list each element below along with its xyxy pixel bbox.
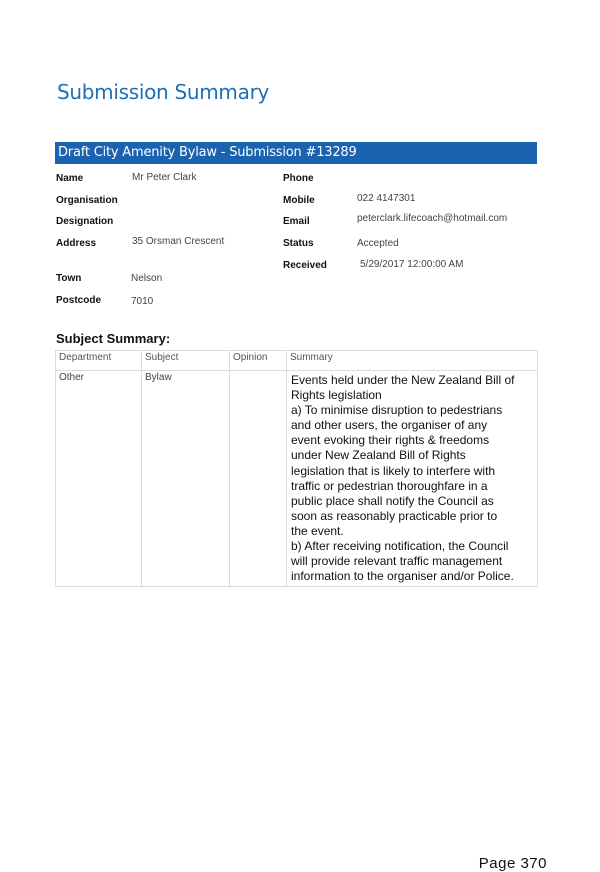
phone-label: Phone: [283, 173, 314, 184]
town-value: Nelson: [131, 273, 163, 284]
summary-line: the event.: [291, 523, 344, 538]
mobile-label: Mobile: [283, 195, 315, 206]
column-header-opinion: Opinion: [230, 351, 287, 371]
table-header-row: [56, 351, 538, 371]
summary-line: Events held under the New Zealand Bill of: [291, 373, 515, 387]
summary-line: b) After receiving notification, the Council: [291, 539, 509, 554]
summary-line: and other users, the organiser of any: [291, 418, 488, 433]
designation-label: Designation: [56, 216, 114, 227]
postcode-value: 7010: [131, 296, 154, 307]
page-title: Submission Summary: [57, 80, 270, 104]
summary-line: legislation that is likely to interfere with: [291, 463, 496, 478]
email-value: peterclark.lifecoach@hotmail.com: [357, 213, 508, 224]
summary-line: traffic or pedestrian thoroughfare in a: [291, 478, 488, 493]
summary-line: will provide relevant traffic management: [291, 554, 503, 569]
name-value: Mr Peter Clark: [132, 172, 197, 183]
postcode-label: Postcode: [56, 295, 102, 306]
town-label: Town: [56, 273, 82, 284]
column-header-department: Department: [56, 351, 142, 371]
opinion-cell: [230, 371, 287, 587]
column-header-subject: Subject: [142, 351, 230, 371]
received-label: Received: [283, 260, 327, 271]
subject-summary-heading: Subject Summary:: [56, 331, 171, 346]
summary-line: under New Zealand Bill of Rights: [291, 448, 466, 463]
mobile-value: 022 4147301: [357, 193, 416, 204]
address-label: Address: [56, 238, 97, 249]
summary-line: information to the organiser and/or Police.: [291, 569, 514, 584]
page-number: Page 370: [478, 855, 547, 872]
summary-line: event evoking their rights & freedoms: [291, 433, 490, 448]
status-value: Accepted: [357, 238, 399, 249]
email-label: Email: [283, 216, 310, 227]
summary-line: soon as reasonably practicable prior to: [291, 508, 498, 523]
summary-line: public place shall notify the Council as: [291, 493, 494, 508]
submission-banner: Draft City Amenity Bylaw - Submission #13289: [55, 142, 537, 164]
status-label: Status: [283, 238, 314, 249]
received-value: 5/29/2017 12:00:00 AM: [360, 259, 464, 270]
column-header-summary: Summary: [287, 351, 538, 371]
organisation-label: Organisation: [56, 195, 118, 206]
subject-cell: Bylaw: [142, 371, 230, 587]
summary-cell: [287, 371, 538, 587]
table-row: [56, 371, 538, 587]
summary-line: Rights legislation: [291, 388, 382, 403]
name-label: Name: [56, 173, 84, 184]
address-value: 35 Orsman Crescent: [132, 236, 225, 247]
summary-line: a) To minimise disruption to pedestrians: [291, 403, 503, 418]
subject-summary-table: [55, 350, 538, 587]
department-cell: Other: [56, 371, 142, 587]
